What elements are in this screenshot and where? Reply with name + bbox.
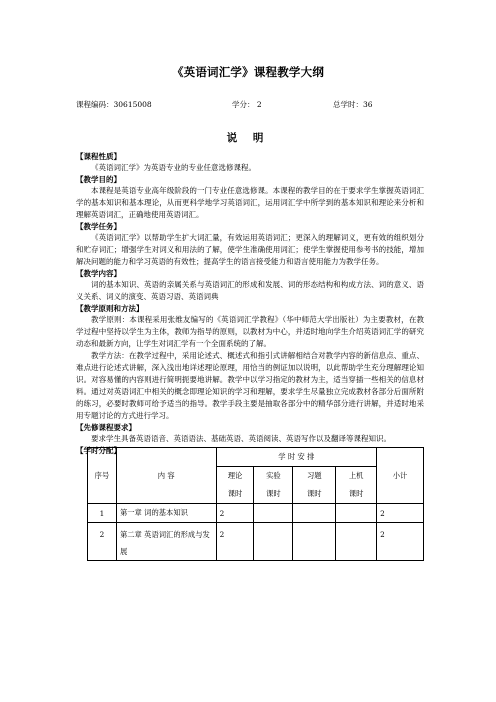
table-header-row bbox=[88, 448, 424, 467]
document-title: 《英语词汇学》课程教学大纲 bbox=[171, 65, 325, 79]
unit-exercise: 课时 bbox=[293, 485, 336, 504]
row-exercise bbox=[293, 523, 336, 561]
header-exercise: 习题 bbox=[293, 467, 336, 486]
row-theory: 2 bbox=[216, 523, 254, 561]
document-body bbox=[76, 151, 424, 456]
prereq-title: 【先修课程要求】 bbox=[76, 423, 136, 432]
header-content: 内 容 bbox=[116, 448, 216, 504]
unit-experiment: 课时 bbox=[254, 485, 293, 504]
course-credit: 学分： 2 bbox=[232, 100, 262, 109]
purpose-text: 本课程是英语专业高年级阶段的一门专业任意选修课。本课程的教学目的在于要求学生掌握英语词汇学的基本知识和基本理论，从而更科学地学习英语词汇，运用词汇学中所学到的基本知识和理论来分析和理解英语词汇，正确地使用英语词汇。 bbox=[76, 186, 424, 219]
hours-table bbox=[87, 447, 424, 561]
content-text: 词的基本知识、英语的亲属关系与英语词汇的形成和发展、词的形态结构和构成方法、词的意义、语义关系、词义的演变、英语习语、英语词典 bbox=[76, 280, 424, 301]
row-computer bbox=[336, 523, 377, 561]
row-content: 第一章 词的基本知识 bbox=[116, 504, 216, 523]
row-experiment bbox=[254, 523, 293, 561]
header-theory: 理论 bbox=[216, 467, 254, 486]
row-subtotal: 2 bbox=[377, 504, 424, 523]
allocation-title: 【学时分配】 bbox=[76, 446, 121, 455]
unit-theory: 课时 bbox=[216, 485, 254, 504]
row-experiment bbox=[254, 504, 293, 523]
tasks-title: 【教学任务】 bbox=[76, 222, 121, 231]
prereq-text: 要求学生具备英语语音、英语语法、基础英语、英语阅读、英语写作以及翻译等课程知识。 bbox=[91, 434, 391, 443]
row-theory: 2 bbox=[216, 504, 254, 523]
row-subtotal: 2 bbox=[377, 523, 424, 561]
tasks-text: 《英语词汇学》以帮助学生扩大词汇量，有效运用英语词汇；更深入的理解词义，更有效的组织划分和贮存词汇；增强学生对词义和用法的了解，使学生准确使用词汇；使学生掌握使用参考书的技能，增加解决问题的能力和学习英语的有效性；提高学生的语言接受能力和语言使用能力为教学任务。 bbox=[76, 233, 424, 266]
header-subtotal: 小计 bbox=[377, 448, 424, 504]
header-index: 序号 bbox=[88, 448, 117, 504]
purpose-title: 【教学目的】 bbox=[76, 175, 121, 184]
table-row bbox=[88, 523, 424, 561]
header-computer: 上机 bbox=[336, 467, 377, 486]
course-code: 课程编码：30615008 bbox=[76, 100, 152, 109]
row-content: 第二章 英语词汇的形成与发展 bbox=[116, 523, 216, 561]
methods-approach-text: 教学方法：在教学过程中，采用论述式、概述式和指引式讲解相结合对教学内容的新信息点、重点、难点进行论述式讲解，深入浅出地详述理论原理，用恰当的例证加以说明，以此帮助学生充分理解理论知识。对容易懂的内容则进行简明扼要地讲解。教学中以学习指定的教材为主，适当穿插一些相关的信息材料。通过对英语词汇中相关的概念即理论知识的学习和理解，要求学生尽量独立完成教材各部分后面所附的练习，必要时教师可给予适当的指导。教学手段主要是抽取各部分中的精华部分进行讲解，并适时地采用专题讨论的方式进行学习。 bbox=[76, 351, 424, 420]
header-schedule-group: 学 时 安 排 bbox=[216, 448, 377, 467]
row-index: 1 bbox=[88, 504, 117, 523]
row-exercise bbox=[293, 504, 336, 523]
table-row bbox=[88, 504, 424, 523]
unit-computer: 课时 bbox=[336, 485, 377, 504]
header-experiment: 实验 bbox=[254, 467, 293, 486]
content-title: 【教学内容】 bbox=[76, 269, 121, 278]
nature-title: 【课程性质】 bbox=[76, 152, 121, 161]
row-index: 2 bbox=[88, 523, 117, 561]
course-hours: 总学时：36 bbox=[333, 100, 373, 109]
row-computer bbox=[336, 504, 377, 523]
nature-text: 《英语词汇学》为英语专业的专业任意选修课程。 bbox=[91, 163, 256, 172]
methods-title: 【教学原则和方法】 bbox=[76, 304, 144, 313]
section-heading: 说 明 bbox=[226, 132, 270, 144]
methods-principle-text: 教学原则：本课程采用张维友编写的《英语词汇学教程》（华中师范大学出版社）为主要教材，在教学过程中坚持以学生为主体，教师为指导的原则，以教材为中心，并适时地向学生介绍英语词汇学的研究动态和最新方向，让学生对词汇学有一个全面系统的了解。 bbox=[76, 315, 424, 348]
